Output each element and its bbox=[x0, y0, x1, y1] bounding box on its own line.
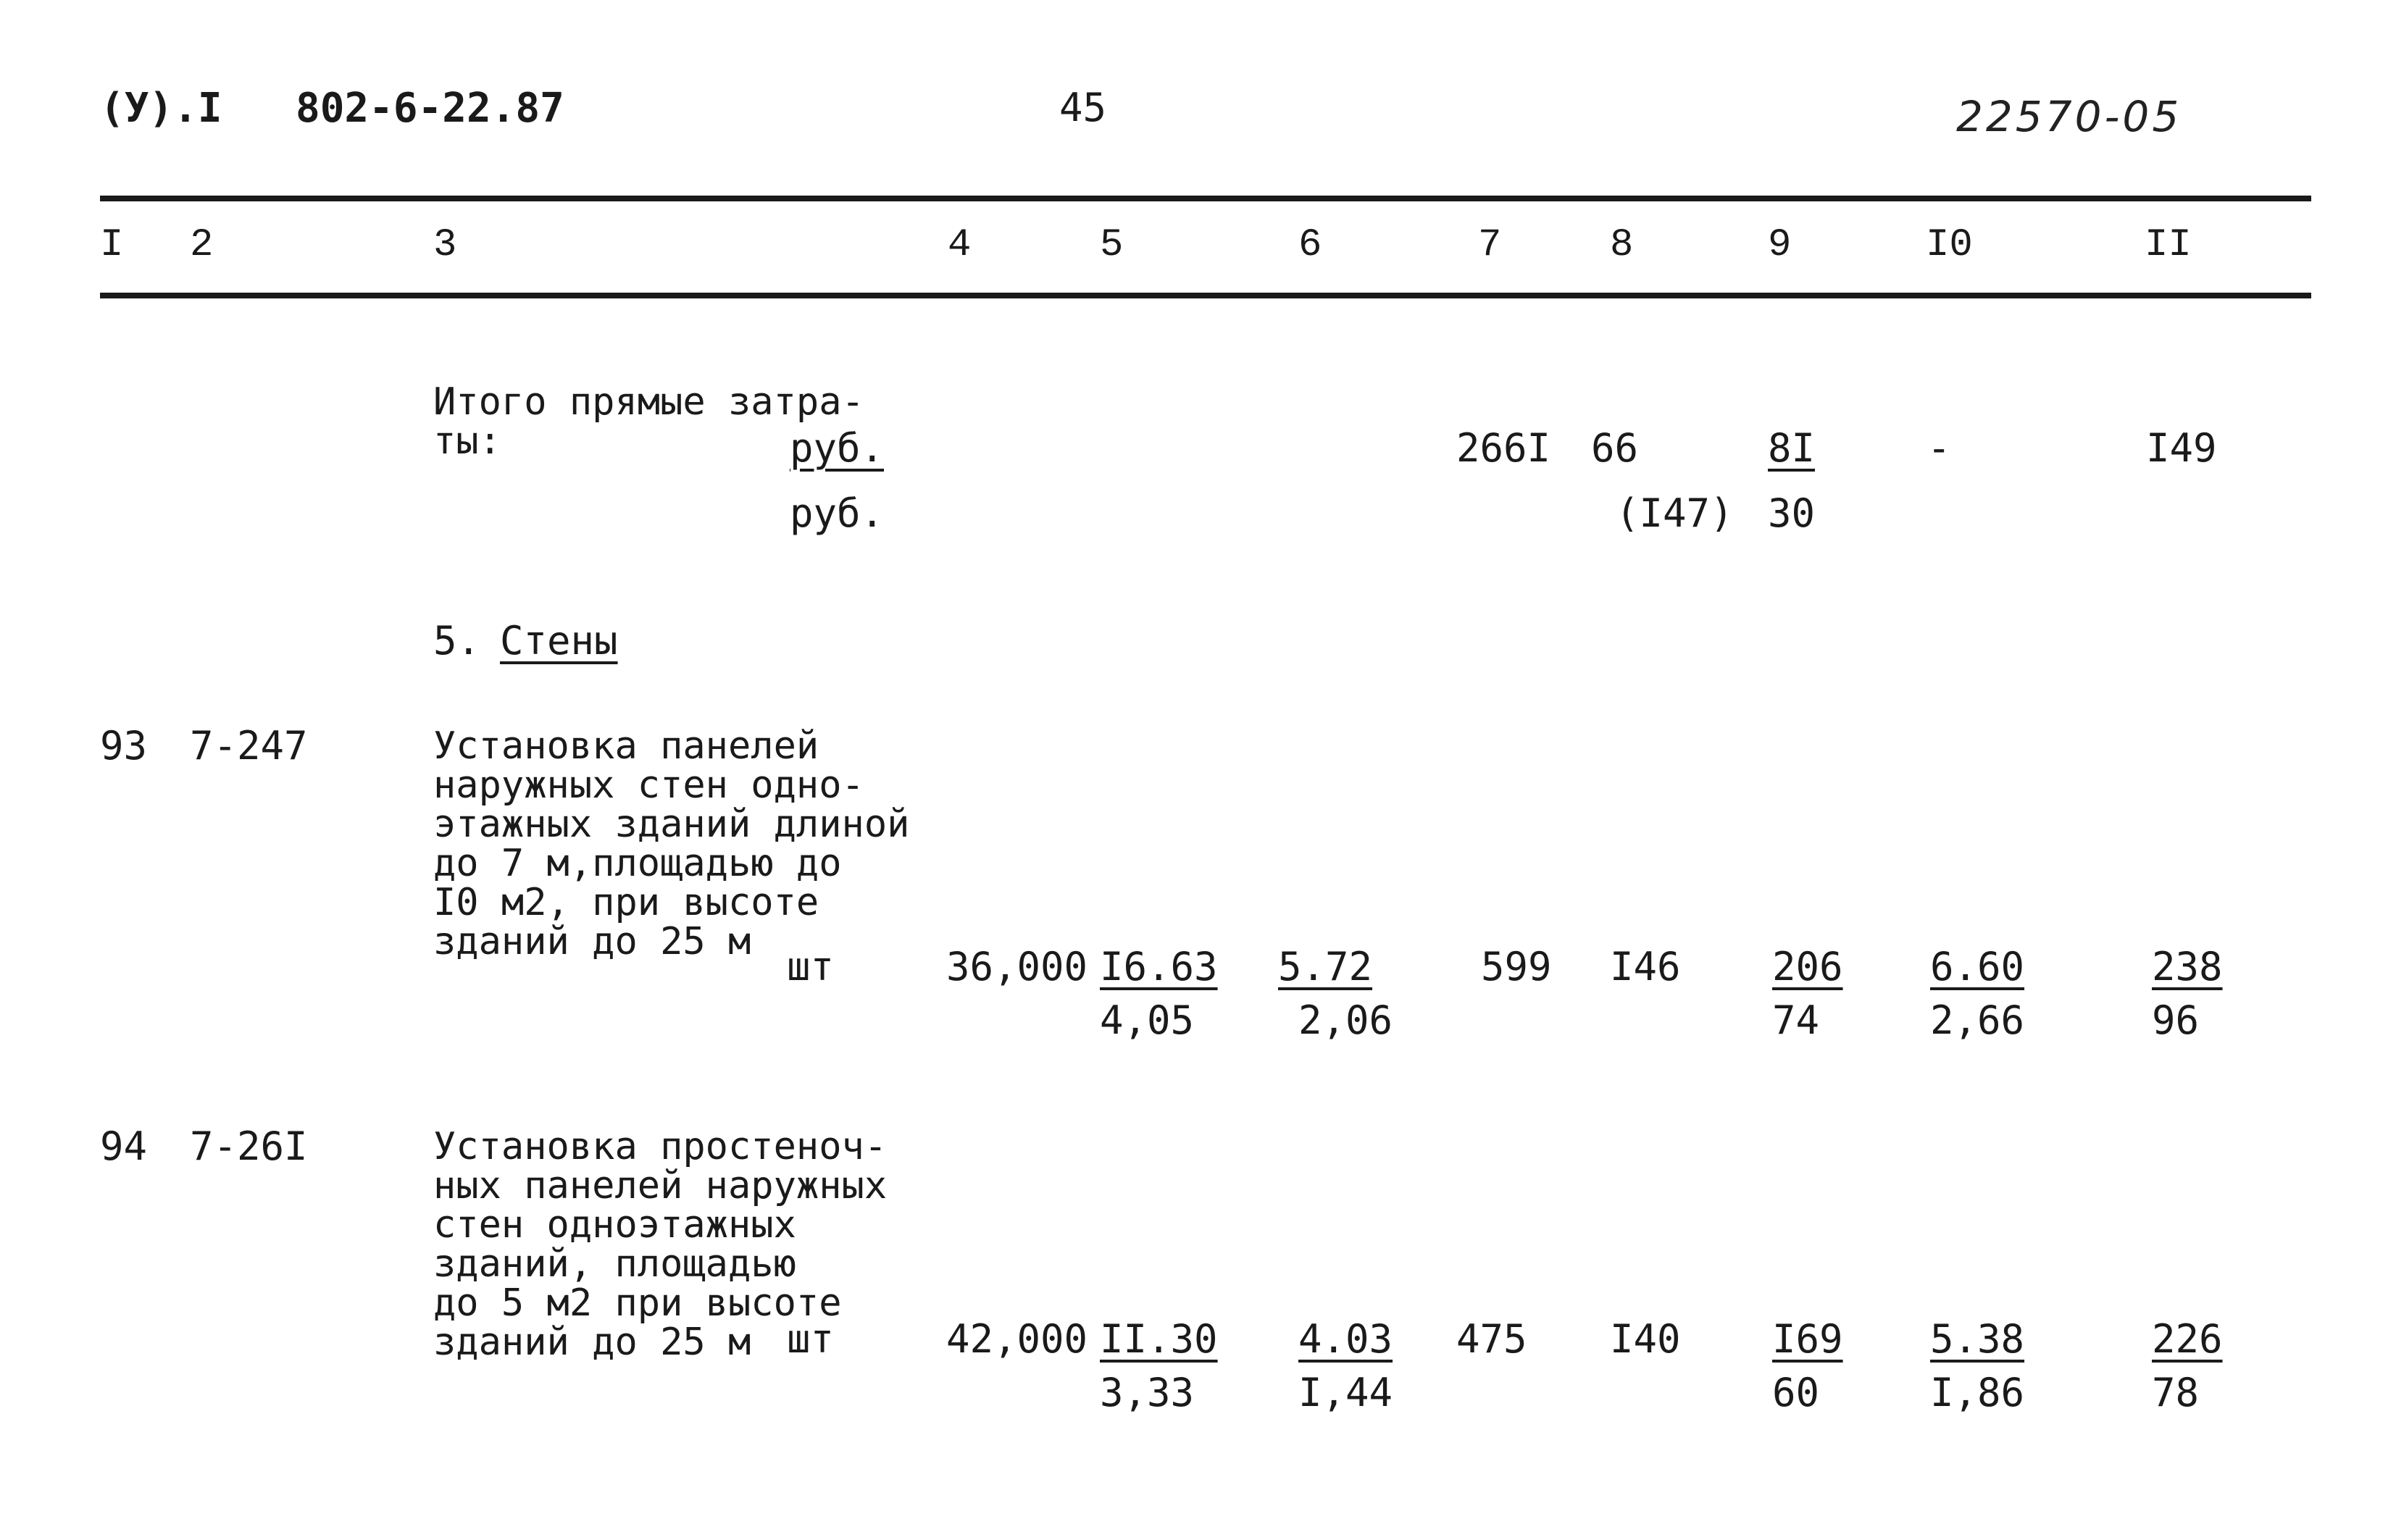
col6-bottom: I,44 bbox=[1298, 1370, 1393, 1415]
col5-bottom: 3,33 bbox=[1100, 1370, 1195, 1415]
subtotal-col8-top: 66 bbox=[1591, 425, 1639, 471]
subtotal-col9-top: 8I bbox=[1768, 425, 1816, 471]
col5-top: I6.63 bbox=[1100, 944, 1218, 989]
col5-bottom: 4,05 bbox=[1100, 997, 1195, 1043]
subtotal-unit-bottom: руб. bbox=[790, 490, 885, 536]
subtotal-col10: - bbox=[1927, 425, 1951, 471]
col11-top: 238 bbox=[2152, 944, 2223, 989]
col9-bottom: 74 bbox=[1772, 997, 1820, 1043]
col11-bottom: 78 bbox=[2152, 1370, 2200, 1415]
column-header: II bbox=[2145, 223, 2192, 267]
subtotal-label: Итого прямые затра- ты: bbox=[433, 380, 864, 463]
quantity: 42,000 bbox=[946, 1316, 1088, 1362]
column-header: 9 bbox=[1768, 223, 1792, 267]
work-description: Установка панелей наружных стен одно- этажных зданий длиной до 7 м,площадью до I0 м2, при высоте зданий до 25 м bbox=[433, 724, 910, 963]
col10-bottom: I,86 bbox=[1930, 1370, 2025, 1415]
page-number: 45 bbox=[1059, 85, 1107, 130]
col5-top: II.30 bbox=[1100, 1316, 1218, 1362]
col7: 599 bbox=[1481, 944, 1552, 989]
table-header-bottom-rule bbox=[100, 293, 2311, 298]
subtotal-col8-bottom: (I47) bbox=[1616, 490, 1734, 536]
unit: шт bbox=[787, 1316, 835, 1362]
col11-top: 226 bbox=[2152, 1316, 2223, 1362]
rate-code: 7-26I bbox=[190, 1123, 308, 1169]
col9-top: 206 bbox=[1772, 944, 1843, 989]
column-header: I bbox=[100, 223, 124, 267]
section-title: Стены bbox=[500, 618, 618, 664]
col8: I40 bbox=[1610, 1316, 1681, 1362]
column-header: 3 bbox=[433, 223, 457, 267]
col9-bottom: 60 bbox=[1772, 1370, 1820, 1415]
column-header: 6 bbox=[1298, 223, 1322, 267]
unit: шт bbox=[787, 944, 835, 989]
row-number: 94 bbox=[100, 1123, 148, 1169]
document-code-prefix: (У).I bbox=[100, 85, 222, 132]
col11-bottom: 96 bbox=[2152, 997, 2200, 1043]
col9-top: I69 bbox=[1772, 1316, 1843, 1362]
row-number: 93 bbox=[100, 723, 148, 769]
col6-top: 5.72 bbox=[1278, 944, 1373, 989]
section-number: 5. bbox=[433, 618, 481, 664]
table-top-rule bbox=[100, 196, 2311, 201]
rate-code: 7-247 bbox=[190, 723, 308, 769]
column-header: 7 bbox=[1478, 223, 1502, 267]
quantity: 36,000 bbox=[946, 944, 1088, 989]
subtotal-unit-top: руб. bbox=[790, 425, 885, 471]
column-header: 2 bbox=[190, 223, 214, 267]
col6-top: 4.03 bbox=[1298, 1316, 1393, 1362]
col7: 475 bbox=[1456, 1316, 1527, 1362]
work-description: Установка простеноч- ных панелей наружных стен одноэтажных зданий, площадью до 5 м2 при высоте зданий до 25 м bbox=[433, 1125, 888, 1364]
column-header: 8 bbox=[1610, 223, 1634, 267]
col10-top: 5.38 bbox=[1930, 1316, 2025, 1362]
col10-bottom: 2,66 bbox=[1930, 997, 2025, 1043]
col6-bottom: 2,06 bbox=[1298, 997, 1393, 1043]
inventory-stamp: 22570-05 bbox=[1956, 92, 2182, 141]
column-header: I0 bbox=[1926, 223, 1973, 267]
document-code-number: 802-6-22.87 bbox=[296, 85, 564, 132]
col8: I46 bbox=[1610, 944, 1681, 989]
subtotal-col9-bottom: 30 bbox=[1768, 490, 1816, 536]
subtotal-col11: I49 bbox=[2146, 425, 2217, 471]
col10-top: 6.60 bbox=[1930, 944, 2025, 989]
subtotal-col7: 266I bbox=[1456, 425, 1551, 471]
column-header: 5 bbox=[1100, 223, 1124, 267]
column-header: 4 bbox=[948, 223, 972, 267]
